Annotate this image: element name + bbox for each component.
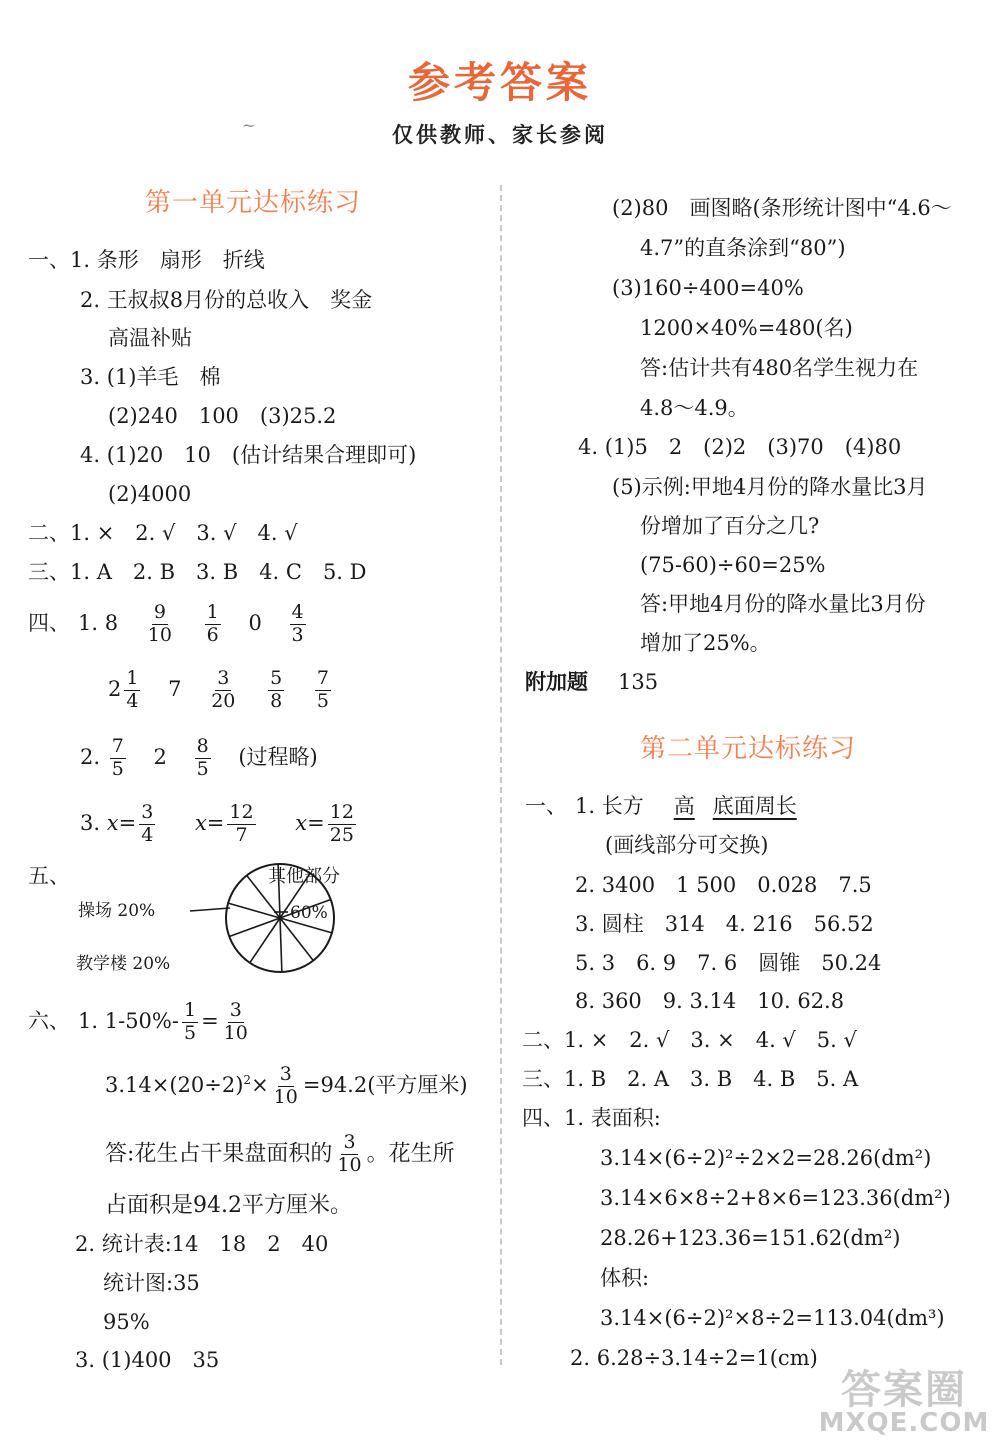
pie-radius [229, 918, 280, 936]
operator: × [251, 1072, 269, 1097]
equals: = [201, 1008, 219, 1033]
fraction: $\frac{3}{10}$ [273, 1063, 298, 1108]
answer-line: 四、1. 表面积: [522, 1106, 661, 1130]
fraction: $\frac{3}{10}$ [223, 999, 248, 1044]
pie-label-pct: 60% [290, 903, 328, 923]
pie-label-playground: 操场 20% [78, 901, 156, 921]
sec6-label: 六、 [28, 1008, 70, 1033]
answer-text: 答:花生占干果盘面积的 [105, 1141, 333, 1167]
sec4-q2 [80, 736, 318, 781]
equation-lhs: x= [194, 810, 225, 835]
pie-radius [280, 918, 282, 972]
fraction: $\frac{1}{5}$ [183, 999, 197, 1044]
note: (过程略) [238, 744, 318, 769]
column-divider [500, 185, 502, 1365]
label-pointer [190, 908, 230, 911]
answer-line: 4. (1)5 2 (2)2 (3)70 (4)80 [578, 435, 902, 459]
sec6-eq1 [28, 1000, 253, 1045]
fraction: $\frac{3}{20}$ [211, 667, 236, 712]
pie-label-other: 其他部分 [268, 866, 340, 887]
answer-underlined: 高 [673, 794, 695, 818]
pen-mark: ~ [242, 116, 256, 135]
answer-line: 3. (1)400 35 [75, 1348, 220, 1372]
answer-line: 答:甲地4月份的降水量比3月份 [640, 592, 926, 616]
sec6-q1-num: 1. [78, 1008, 99, 1033]
section-label: 一、 [525, 794, 567, 818]
sec4-q1-row2 [108, 668, 334, 713]
answer-line: 1200×40%=480(名) [640, 316, 853, 340]
page-subtitle: 仅供教师、家长参阅 [392, 122, 608, 147]
sec4-q1-num: 1. [78, 610, 99, 635]
sec6-eq2 [105, 1064, 468, 1109]
answer-line: 4.8～4.9。 [640, 396, 749, 420]
answer-line: (2)80 画图略(条形统计图中“4.6～ [612, 196, 952, 220]
unit2-s1-q1 [525, 796, 797, 817]
fraction: $\frac{1}{6}$ [206, 601, 219, 646]
answer-line: (画线部分可交换) [605, 833, 769, 857]
unit1-title [145, 190, 361, 216]
answer-line: 95% [103, 1310, 150, 1334]
answer-underlined: 底面周长 [712, 794, 797, 818]
answer-line: 增加了25%。 [640, 631, 771, 655]
equation-lhs: x= [106, 810, 137, 835]
answer-line: 5. 3 6. 9 7. 6 圆锥 50.24 [575, 951, 882, 975]
answer-line: 三、1. B 2. A 3. B 4. B 5. A [522, 1067, 859, 1091]
equation: 3.14×(20÷2) [105, 1072, 244, 1097]
sec4-q2-num: 2. [80, 744, 101, 769]
sec4-q3-num: 3. [80, 810, 101, 835]
answer-line: 答:估计共有480名学生视力在 [640, 356, 919, 380]
fraction: $\frac{7}{5}$ [316, 667, 329, 712]
extra-question [525, 672, 658, 693]
fraction: $\frac{4}{3}$ [291, 601, 304, 646]
answer-line: (2)4000 [108, 482, 192, 506]
watermark-text: 答案圈 [841, 1367, 967, 1413]
sec6-answer [105, 1132, 455, 1177]
unit1-title-text: 第一单元达标练习 [145, 188, 362, 218]
fraction: $\frac{3}{10}$ [337, 1131, 362, 1176]
answer-line: 统计图:35 [103, 1271, 200, 1295]
unit2-title: 第二单元达标练习 [640, 734, 857, 764]
answer-line: (2)240 100 (3)25.2 [108, 404, 337, 428]
equation-lhs: x= [295, 810, 325, 835]
fraction: $\frac{9}{10}$ [147, 601, 172, 646]
answer-line: 3. (1)羊毛 棉 [80, 365, 221, 389]
answer-value: 2 [108, 676, 122, 701]
pie-label-building: 教学楼 20% [76, 954, 171, 974]
answer-line: 一、1. 条形 扇形 折线 [28, 248, 265, 272]
answer-line: 8. 360 9. 3.14 10. 62.8 [575, 989, 845, 1013]
watermark-logo [814, 1367, 994, 1450]
answer-line: 三、1. A 2. B 3. B 4. C 5. D [28, 560, 367, 584]
fraction: $\frac{5}{8}$ [270, 667, 283, 712]
answer-line: 3. 圆柱 314 4. 216 56.52 [575, 912, 874, 936]
extra-label: 附加题 [525, 670, 588, 694]
answer-line: 4. (1)20 10 (估计结果合理即可) [80, 443, 417, 467]
answer-line: 份增加了百分之几? [640, 514, 820, 538]
answer-line: 28.26+123.36=151.62(dm²) [600, 1226, 901, 1250]
exponent: 2 [243, 1072, 252, 1087]
fraction: $\frac{3}{4}$ [141, 801, 154, 846]
answer-line: 2. 王叔叔8月份的总收入 奖金 [80, 288, 373, 312]
answer-line: 二、1. × 2. √ 3. × 4. √ 5. √ [522, 1028, 857, 1052]
fraction: $\frac{7}{5}$ [111, 735, 124, 780]
answer-value: 2 [153, 744, 167, 769]
answer-line: 3.14×6×8÷2+8×6=123.36(dm²) [600, 1186, 951, 1210]
answer-line: 高温补贴 [108, 326, 192, 350]
page-title: 参考答案 [407, 58, 592, 107]
answer-value: 长方 [601, 794, 644, 818]
answer-line: 2. 3400 1 500 0.028 7.5 [575, 873, 872, 897]
fraction: $\frac{1}{4}$ [126, 667, 139, 712]
fraction: $\frac{12}{25}$ [329, 801, 354, 846]
pie-radius [250, 918, 280, 963]
q-num: 1. [575, 794, 596, 818]
sec5-label: 五、 [28, 864, 70, 888]
sec4-q3 [80, 802, 359, 847]
sec4-q1-row1 [28, 602, 309, 647]
extra-value: 135 [618, 670, 659, 694]
pie-radius [280, 918, 313, 961]
sec4-label: 四、 [28, 610, 70, 635]
pie-radius [228, 903, 280, 918]
answer-line: 3.14×(6÷2)²÷2×2=28.26(dm²) [600, 1146, 932, 1170]
answer-text: 。花生所 [366, 1141, 455, 1167]
fraction: $\frac{8}{5}$ [196, 735, 209, 780]
answer-line: 3.14×(6÷2)²×8÷2=113.04(dm³) [600, 1306, 945, 1330]
answer-line: 占面积是94.2平方厘米。 [105, 1193, 352, 1218]
equation: 1-50%- [104, 1008, 179, 1033]
equation-result: =94.2(平方厘米) [302, 1072, 468, 1097]
answer-line: 2. 统计表:14 18 2 40 [75, 1232, 329, 1256]
answer-line: (75-60)÷60=25% [640, 553, 826, 577]
answer-value: 0 [248, 610, 262, 635]
answer-line: 二、1. × 2. √ 3. √ 4. √ [28, 521, 298, 545]
answer-line: (5)示例:甲地4月份的降水量比3月 [612, 475, 928, 499]
answer-value: 8 [104, 610, 119, 635]
fraction: $\frac{12}{7}$ [229, 801, 254, 846]
answer-line: 体积: [600, 1266, 650, 1290]
answer-line: (3)160÷400=40% [612, 276, 804, 300]
pie-chart [70, 856, 370, 986]
watermark-url: MXQE.COM [818, 1408, 990, 1438]
answer-line: 2. 6.28÷3.14÷2=1(cm) [570, 1346, 818, 1370]
answer-line: 4.7”的直条涂到“80”) [640, 236, 846, 260]
answer-value: 7 [168, 676, 182, 701]
